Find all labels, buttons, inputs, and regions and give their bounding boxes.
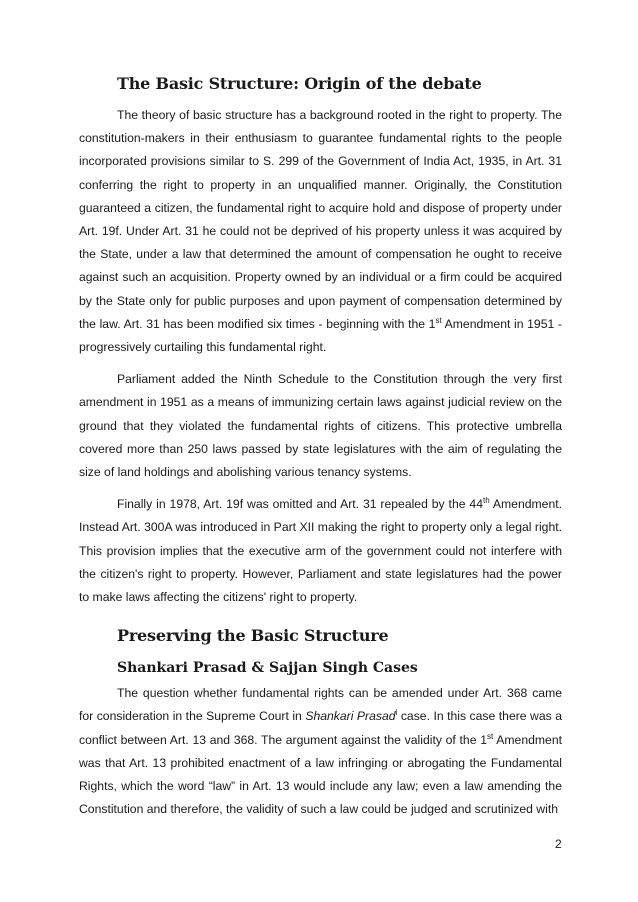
paragraph-text: case. In this case there was a conflict between Art. 13 and 368. The argument against the validity of the 1 <box>79 709 563 747</box>
paragraph-text: The question whether fundamental rights can be amended under Art. 368 came for consideration in the Supreme Court in <box>79 686 562 724</box>
section-heading-origin: The Basic Structure: Origin of the debate <box>117 74 482 93</box>
paragraph-text: Finally in 1978, Art. 19f was omitted and Art. 31 repealed by the 44 <box>117 497 483 512</box>
paragraph-text: Amendment in 1951 - progressively curtailing this fundamental right. <box>79 316 562 355</box>
subheading-shankari-sajjan: Shankari Prasad & Sajjan Singh Cases <box>117 660 418 677</box>
paragraph-origin-3 <box>79 493 562 609</box>
case-name: Shankari Prasad <box>305 709 396 724</box>
section-heading-preserving: Preserving the Basic Structure <box>117 626 389 646</box>
paragraph-text: Amendment was that Art. 13 prohibited enactment of a law infringing or abrogating the Fundamental Rights, which the word “law” in Art. 13 would include any law; even a law amending the Constitution and therefore, the validity of such a law could be judged and scrutinized with <box>79 732 562 817</box>
page-number: 2 <box>555 837 562 851</box>
footnote-ref: i <box>395 708 398 718</box>
paragraph-text: The theory of basic structure has a background rooted in the right to property. The constitution-makers in their enthusiasm to guarantee fundamental rights to the people incorporated provisions similar to S. 299 of the Government of India Act, 1935, in Art. 31 conferring the right to property in an unqualified manner. Originally, the Constitution guaranteed a citizen, the fundamental right to acquire hold and dispose of property under Art. 19f. Under Art. 31 he could not be deprived of his property unless it was acquired by the State, under a law that determined the amount of compensation he ought to receive against such an acquisition. Property owned by an individual or a firm could be acquired by the State only for public purposes and upon payment of compensation determined by the law. Art. 31 has been modified six times - beginning with the 1 <box>79 108 562 331</box>
paragraph-origin-2: Parliament added the Ninth Schedule to the Constitution through the very first amendment in 1951 as a means of immunizing certain laws against judicial review on the ground that they violated the fundamental rights of citizens. This protective umbrella covered more than 250 laws passed by state legislatures with the aim of regulating the size of land holdings and abolishing various tenancy systems. <box>79 372 562 480</box>
superscript: st <box>486 731 494 741</box>
paragraph-origin-1 <box>79 104 562 359</box>
paragraph-preserving-1 <box>79 682 562 821</box>
superscript: st <box>435 315 442 325</box>
page-content <box>79 71 562 821</box>
superscript: th <box>482 496 490 506</box>
paragraph-text: Amendment. Instead Art. 300A was introduced in Part XII making the right to property only a legal right. This provision implies that the executive arm of the government could not interfere with the citizen's right to property. However, Parliament and state legislatures had the power to make laws affecting the citizens' right to property. <box>79 497 562 605</box>
